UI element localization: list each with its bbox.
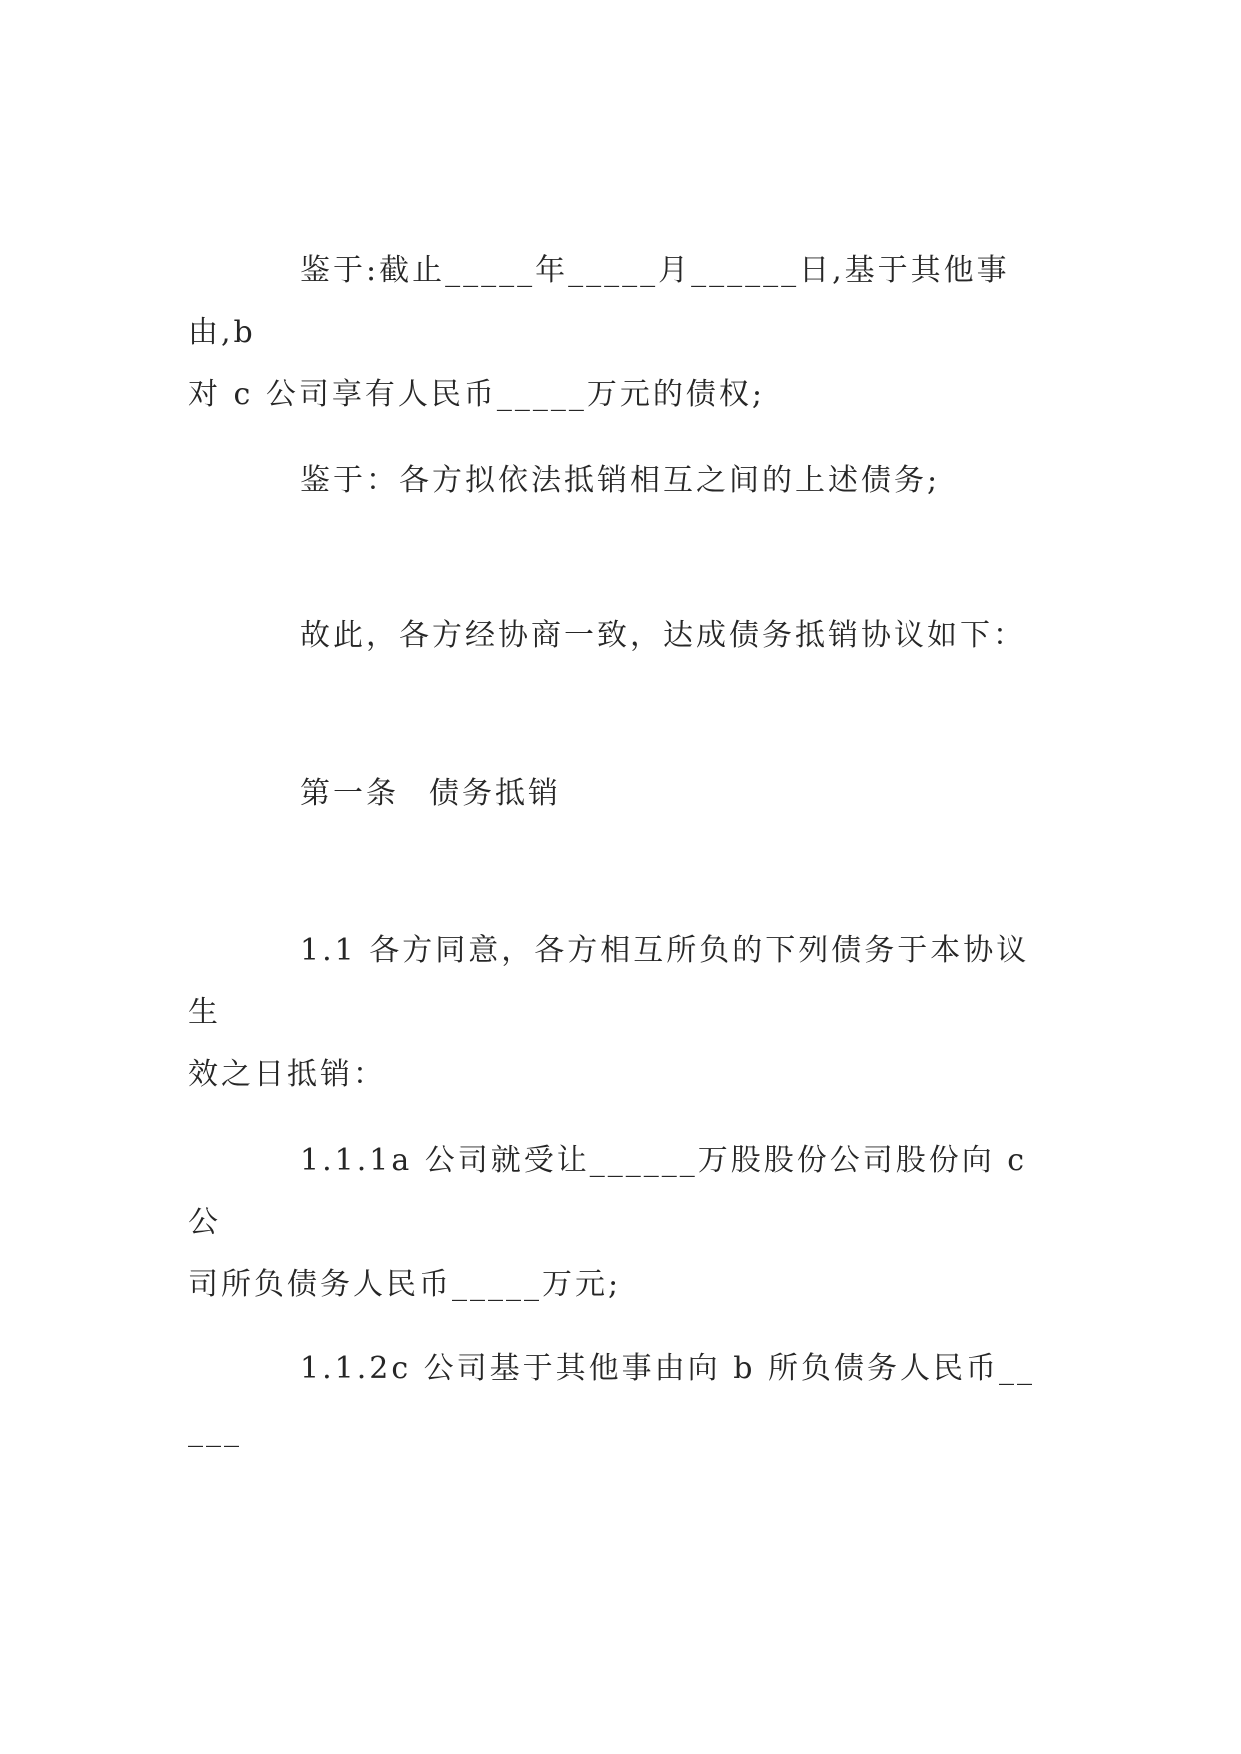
article-title: 债务抵销 — [429, 776, 561, 811]
paragraph-line: 效之日抵销： — [188, 1057, 386, 1092]
clause-1-1 — [188, 920, 1048, 1106]
paragraph-line: 1.1.2c 公司基于其他事由向 b 所负债务人民币_____ — [188, 1351, 1035, 1448]
article-number: 第一条 — [300, 776, 399, 811]
paragraph-whereas-creditor — [188, 240, 1048, 426]
paragraph-line: 1.1 各方同意，各方相互所负的下列债务于本协议生 — [188, 933, 1030, 1030]
paragraph-line: 对 c 公司享有人民币_____万元的债权; — [188, 377, 765, 412]
paragraph-line: 鉴于:截止_____年_____月______日,基于其他事由,b — [188, 253, 1010, 350]
paragraph-line: 司所负债务人民币_____万元; — [188, 1267, 622, 1302]
paragraph-agreement-intro — [188, 605, 1048, 667]
paragraph-whereas-offset — [188, 450, 1048, 512]
clause-1-1-1 — [188, 1130, 1048, 1316]
paragraph-line: 故此，各方经协商一致，达成债务抵销协议如下： — [300, 618, 1026, 653]
article-heading — [188, 763, 1048, 825]
paragraph-line: 1.1.1a 公司就受让______万股股份公司股份向 c 公 — [188, 1143, 1028, 1240]
clause-1-1-2 — [188, 1338, 1048, 1462]
paragraph-line: 鉴于：各方拟依法抵销相互之间的上述债务; — [300, 463, 941, 498]
